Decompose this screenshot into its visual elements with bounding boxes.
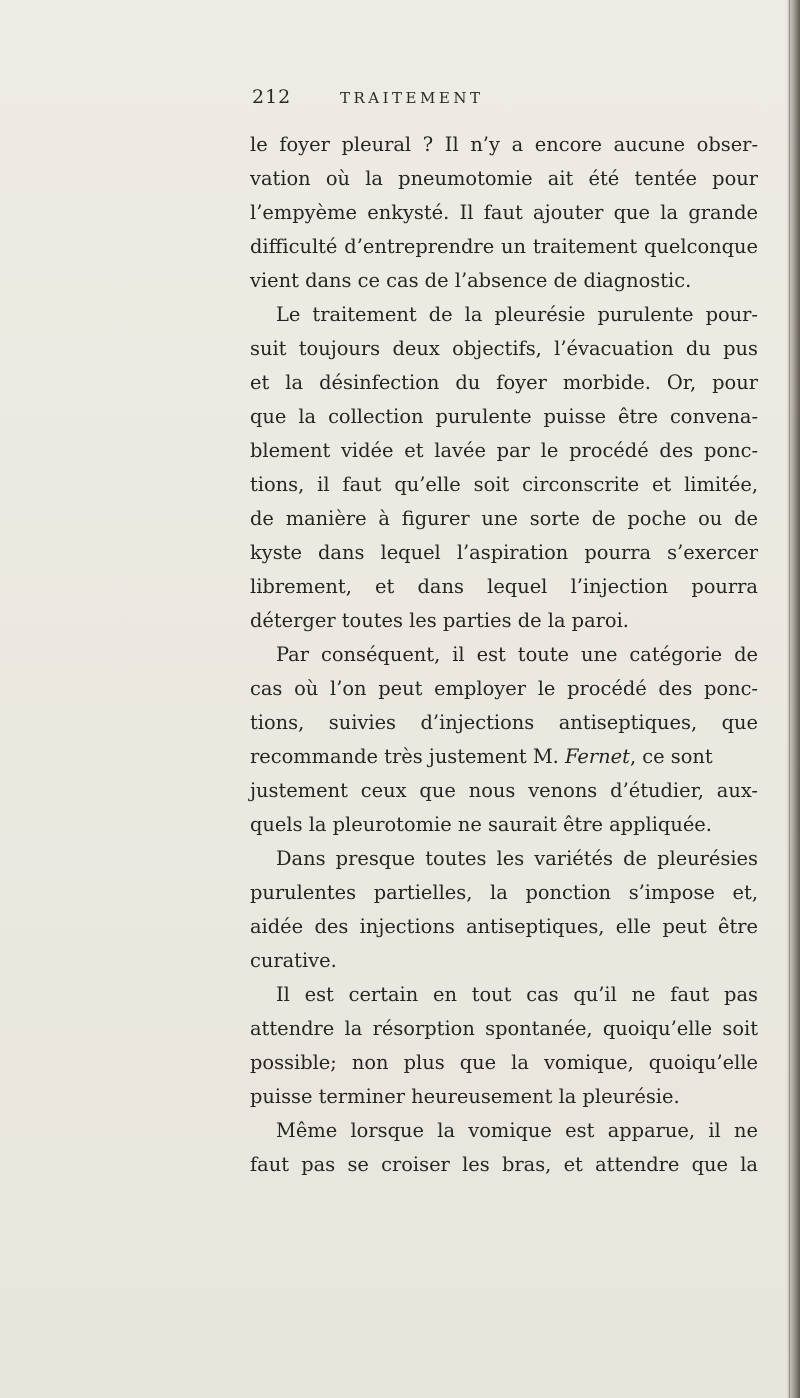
text-line: que la collection purulente puisse être convena- bbox=[250, 405, 758, 428]
text-segment: , ce sont bbox=[629, 745, 713, 768]
text-line: cas où l’on peut employer le procédé des ponc- bbox=[250, 677, 758, 700]
text-line: suit toujours deux objectifs, l’évacuation du pus bbox=[250, 337, 758, 360]
running-head bbox=[0, 86, 800, 116]
running-title: TRAITEMENT bbox=[340, 89, 484, 107]
text-line: l’empyème enkysté. Il faut ajouter que la grande bbox=[250, 201, 758, 224]
text-line: justement ceux que nous venons d’étudier, aux- bbox=[250, 779, 758, 802]
page-number: 212 bbox=[252, 86, 292, 108]
text-line: faut pas se croiser les bras, et attendre que la bbox=[250, 1153, 758, 1176]
text-line: Il est certain en tout cas qu’il ne faut pas bbox=[276, 983, 758, 1006]
text-line: attendre la résorption spontanée, quoiqu’elle soit bbox=[250, 1017, 758, 1040]
text-line: tions, suivies d’injections antiseptiques, que bbox=[250, 711, 758, 734]
text-line: blement vidée et lavée par le procédé des ponc- bbox=[250, 439, 758, 462]
text-line: kyste dans lequel l’aspiration pourra s’exercer bbox=[250, 541, 758, 564]
text-line: curative. bbox=[250, 949, 337, 972]
text-line: aidée des injections antiseptiques, elle peut être bbox=[250, 915, 758, 938]
text-line: Le traitement de la pleurésie purulente pour- bbox=[276, 303, 758, 326]
text-line: le foyer pleural ? Il n’y a encore aucune obser- bbox=[250, 133, 758, 156]
text-line bbox=[250, 740, 758, 774]
text-line: vient dans ce cas de l’absence de diagnostic. bbox=[250, 269, 692, 292]
text-line: de manière à figurer une sorte de poche ou de bbox=[250, 507, 758, 530]
text-line: puisse terminer heureusement la pleurésie. bbox=[250, 1085, 680, 1108]
text-line: Même lorsque la vomique est apparue, il ne bbox=[276, 1119, 758, 1142]
text-line: déterger toutes les parties de la paroi. bbox=[250, 609, 629, 632]
body-text bbox=[250, 128, 758, 1182]
text-line: possible; non plus que la vomique, quoiqu’elle bbox=[250, 1051, 758, 1074]
text-line: difficulté d’entreprendre un traitement quelconque bbox=[250, 235, 758, 258]
text-line: Par conséquent, il est toute une catégorie de bbox=[276, 643, 758, 666]
text-line: Dans presque toutes les variétés de pleurésies bbox=[276, 847, 758, 870]
text-line: tions, il faut qu’elle soit circonscrite et limitée, bbox=[250, 473, 758, 496]
page-edge-line bbox=[789, 0, 790, 1398]
text-line: vation où la pneumotomie ait été tentée pour bbox=[250, 167, 758, 190]
author-name: Fernet bbox=[565, 745, 630, 768]
text-line: quels la pleurotomie ne saurait être appliquée. bbox=[250, 813, 712, 836]
text-line: librement, et dans lequel l’injection pourra bbox=[250, 575, 758, 598]
text-line: purulentes partielles, la ponction s’impose et, bbox=[250, 881, 758, 904]
text-segment: recommande très justement M. bbox=[250, 745, 559, 768]
text-line: et la désinfection du foyer morbide. Or, pour bbox=[250, 371, 758, 394]
